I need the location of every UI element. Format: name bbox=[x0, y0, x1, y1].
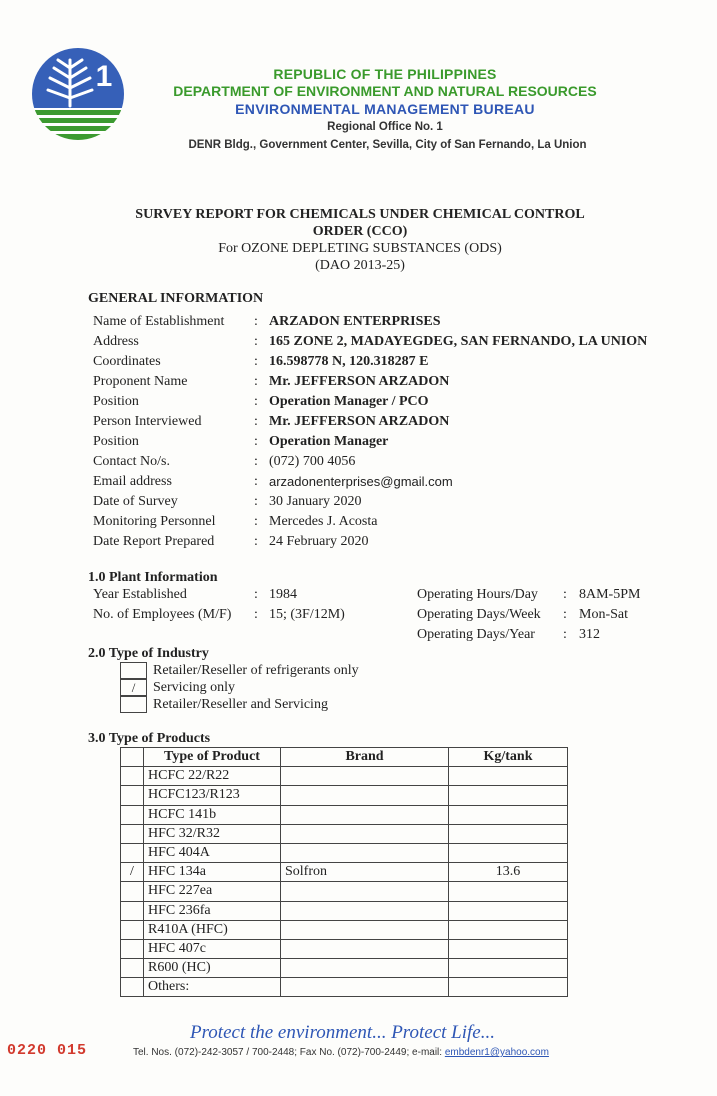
info-row: Address : 165 ZONE 2, MADAYEGDEG, SAN FERNANDO, LA UNION bbox=[93, 334, 648, 349]
industry-checkbox[interactable] bbox=[120, 696, 147, 713]
row-checkbox[interactable] bbox=[121, 939, 144, 958]
product-type: HCFC 141b bbox=[144, 805, 281, 824]
info-label: Contact No/s. bbox=[93, 454, 170, 469]
info-row: Position : Operation Manager bbox=[93, 434, 389, 449]
products-table bbox=[120, 747, 568, 997]
product-kg bbox=[449, 824, 568, 843]
table-row bbox=[121, 863, 568, 882]
product-brand bbox=[281, 901, 449, 920]
footer-slogan: Protect the environment... Protect Life... bbox=[190, 1022, 495, 1043]
info-label: Position bbox=[93, 434, 139, 449]
days-week-label: Operating Days/Week bbox=[417, 607, 541, 622]
product-type: HFC 227ea bbox=[144, 882, 281, 901]
product-brand bbox=[281, 786, 449, 805]
days-week-value: Mon-Sat bbox=[579, 607, 628, 622]
info-label: Date of Survey bbox=[93, 494, 178, 509]
table-row bbox=[121, 920, 568, 939]
industry-option-label: Retailer/Reseller and Servicing bbox=[153, 697, 328, 712]
row-checkbox[interactable] bbox=[121, 767, 144, 786]
table-row bbox=[121, 824, 568, 843]
product-type: R600 (HC) bbox=[144, 959, 281, 978]
table-row bbox=[121, 786, 568, 805]
industry-heading: 2.0 Type of Industry bbox=[88, 646, 209, 661]
info-label: Position bbox=[93, 394, 139, 409]
row-checkbox[interactable] bbox=[121, 824, 144, 843]
general-info-heading: GENERAL INFORMATION bbox=[88, 291, 264, 306]
info-value: 165 ZONE 2, MADAYEGDEG, SAN FERNANDO, LA UNION bbox=[269, 334, 648, 349]
emb-logo bbox=[30, 46, 126, 142]
plant-info-heading: 1.0 Plant Information bbox=[88, 570, 218, 585]
info-row: Name of Establishment : ARZADON ENTERPRISES bbox=[93, 314, 441, 329]
header-address: DENR Bldg., Government Center, Sevilla, City of San Fernando, La Union bbox=[188, 139, 587, 151]
document-code: 0220 015 bbox=[7, 1042, 88, 1059]
info-label: Person Interviewed bbox=[93, 414, 202, 429]
days-year-label: Operating Days/Year bbox=[417, 627, 535, 642]
table-row bbox=[121, 843, 568, 862]
product-kg bbox=[449, 959, 568, 978]
product-brand bbox=[281, 843, 449, 862]
info-row: Coordinates : 16.598778 N, 120.318287 E bbox=[93, 354, 429, 369]
year-established-value: 1984 bbox=[269, 587, 297, 602]
product-kg bbox=[449, 882, 568, 901]
employees-value: 15; (3F/12M) bbox=[269, 607, 345, 622]
product-brand: Solfron bbox=[281, 863, 449, 882]
product-brand bbox=[281, 767, 449, 786]
info-row: Date Report Prepared : 24 February 2020 bbox=[93, 534, 369, 549]
col-brand-header: Brand bbox=[281, 748, 449, 767]
product-type: HFC 32/R32 bbox=[144, 824, 281, 843]
header-republic: REPUBLIC OF THE PHILIPPINES bbox=[273, 66, 497, 82]
row-checkbox[interactable] bbox=[121, 920, 144, 939]
product-type: HCFC123/R123 bbox=[144, 786, 281, 805]
row-checkbox[interactable] bbox=[121, 959, 144, 978]
row-checkbox[interactable] bbox=[121, 978, 144, 997]
header-regional-office: Regional Office No. 1 bbox=[327, 121, 443, 133]
info-value: Operation Manager bbox=[269, 434, 389, 449]
row-checkbox[interactable] bbox=[121, 786, 144, 805]
table-row bbox=[121, 978, 568, 997]
info-label: Date Report Prepared bbox=[93, 534, 215, 549]
header-department: DEPARTMENT OF ENVIRONMENT AND NATURAL RESOURCES bbox=[173, 83, 597, 99]
products-heading: 3.0 Type of Products bbox=[88, 731, 211, 746]
info-row: Position : Operation Manager / PCO bbox=[93, 394, 429, 409]
col-type-header: Type of Product bbox=[144, 748, 281, 767]
table-row bbox=[121, 901, 568, 920]
logo-number: 1 bbox=[95, 60, 113, 93]
info-label: Coordinates bbox=[93, 354, 161, 369]
info-value: Operation Manager / PCO bbox=[269, 394, 429, 409]
product-kg bbox=[449, 939, 568, 958]
info-value: Mercedes J. Acosta bbox=[269, 514, 378, 529]
info-value: (072) 700 4056 bbox=[269, 454, 356, 469]
industry-option-label: Servicing only bbox=[153, 680, 236, 695]
info-value: 30 January 2020 bbox=[269, 494, 362, 509]
row-checkbox[interactable]: / bbox=[121, 863, 144, 882]
footer-contact bbox=[133, 1047, 549, 1058]
info-label: Monitoring Personnel bbox=[93, 514, 216, 529]
table-header-row bbox=[121, 748, 568, 767]
info-value: 24 February 2020 bbox=[269, 534, 369, 549]
product-brand bbox=[281, 978, 449, 997]
product-brand bbox=[281, 939, 449, 958]
col-kg-header: Kg/tank bbox=[449, 748, 568, 767]
product-type: HCFC 22/R22 bbox=[144, 767, 281, 786]
product-brand bbox=[281, 824, 449, 843]
report-dao: (DAO 2013-25) bbox=[315, 258, 405, 273]
row-checkbox[interactable] bbox=[121, 843, 144, 862]
product-kg: 13.6 bbox=[449, 863, 568, 882]
info-row: Person Interviewed : Mr. JEFFERSON ARZADON bbox=[93, 414, 450, 429]
employees-label: No. of Employees (M/F) bbox=[93, 607, 232, 622]
row-checkbox[interactable] bbox=[121, 882, 144, 901]
info-row: Proponent Name : Mr. JEFFERSON ARZADON bbox=[93, 374, 450, 389]
table-row bbox=[121, 805, 568, 824]
table-row bbox=[121, 939, 568, 958]
industry-checkbox[interactable] bbox=[120, 662, 147, 679]
product-kg bbox=[449, 786, 568, 805]
product-kg bbox=[449, 767, 568, 786]
product-type: HFC 134a bbox=[144, 863, 281, 882]
info-row: Date of Survey : 30 January 2020 bbox=[93, 494, 362, 509]
operating-hours-label: Operating Hours/Day bbox=[417, 587, 538, 602]
row-checkbox[interactable] bbox=[121, 805, 144, 824]
product-brand bbox=[281, 882, 449, 901]
table-row bbox=[121, 959, 568, 978]
product-kg bbox=[449, 805, 568, 824]
operating-hours-value: 8AM-5PM bbox=[579, 587, 641, 602]
info-label: Address bbox=[93, 334, 139, 349]
footer-contact-text: Tel. Nos. (072)-242-3057 / 700-2448; Fax No. (072)-700-2449; e-mail: bbox=[133, 1047, 445, 1058]
footer-email-link[interactable]: embdenr1@yahoo.com bbox=[444, 1047, 549, 1058]
info-label: Email address bbox=[93, 474, 172, 489]
report-title-line2: ORDER (CCO) bbox=[312, 224, 408, 239]
info-value: ARZADON ENTERPRISES bbox=[269, 314, 441, 329]
product-type: HFC 236fa bbox=[144, 901, 281, 920]
report-title-line1: SURVEY REPORT FOR CHEMICALS UNDER CHEMICAL CONTROL bbox=[135, 207, 585, 222]
info-row: Email address : arzadonenterprises@gmail.com bbox=[93, 474, 453, 489]
product-kg bbox=[449, 978, 568, 997]
table-row bbox=[121, 882, 568, 901]
info-row: Contact No/s. : (072) 700 4056 bbox=[93, 454, 356, 469]
product-type: HFC 404A bbox=[144, 843, 281, 862]
info-value: Mr. JEFFERSON ARZADON bbox=[269, 414, 450, 429]
email-value: arzadonenterprises@gmail.com bbox=[269, 474, 453, 489]
info-value: Mr. JEFFERSON ARZADON bbox=[269, 374, 450, 389]
product-type: HFC 407c bbox=[144, 939, 281, 958]
info-value: 16.598778 N, 120.318287 E bbox=[269, 354, 429, 369]
product-kg bbox=[449, 843, 568, 862]
product-type: Others: bbox=[144, 978, 281, 997]
table-row bbox=[121, 767, 568, 786]
industry-checkbox[interactable]: / bbox=[120, 679, 147, 696]
row-checkbox[interactable] bbox=[121, 901, 144, 920]
product-kg bbox=[449, 901, 568, 920]
info-label: Name of Establishment bbox=[93, 314, 225, 329]
product-kg bbox=[449, 920, 568, 939]
days-year-value: 312 bbox=[579, 627, 600, 642]
header-bureau: ENVIRONMENTAL MANAGEMENT BUREAU bbox=[235, 101, 535, 117]
year-established-label: Year Established bbox=[93, 587, 187, 602]
product-brand bbox=[281, 805, 449, 824]
industry-option-label: Retailer/Reseller of refrigerants only bbox=[153, 663, 359, 678]
info-row: Monitoring Personnel : Mercedes J. Acosta bbox=[93, 514, 378, 529]
product-brand bbox=[281, 959, 449, 978]
product-type: R410A (HFC) bbox=[144, 920, 281, 939]
report-subtitle: For OZONE DEPLETING SUBSTANCES (ODS) bbox=[218, 241, 502, 256]
info-label: Proponent Name bbox=[93, 374, 188, 389]
product-brand bbox=[281, 920, 449, 939]
